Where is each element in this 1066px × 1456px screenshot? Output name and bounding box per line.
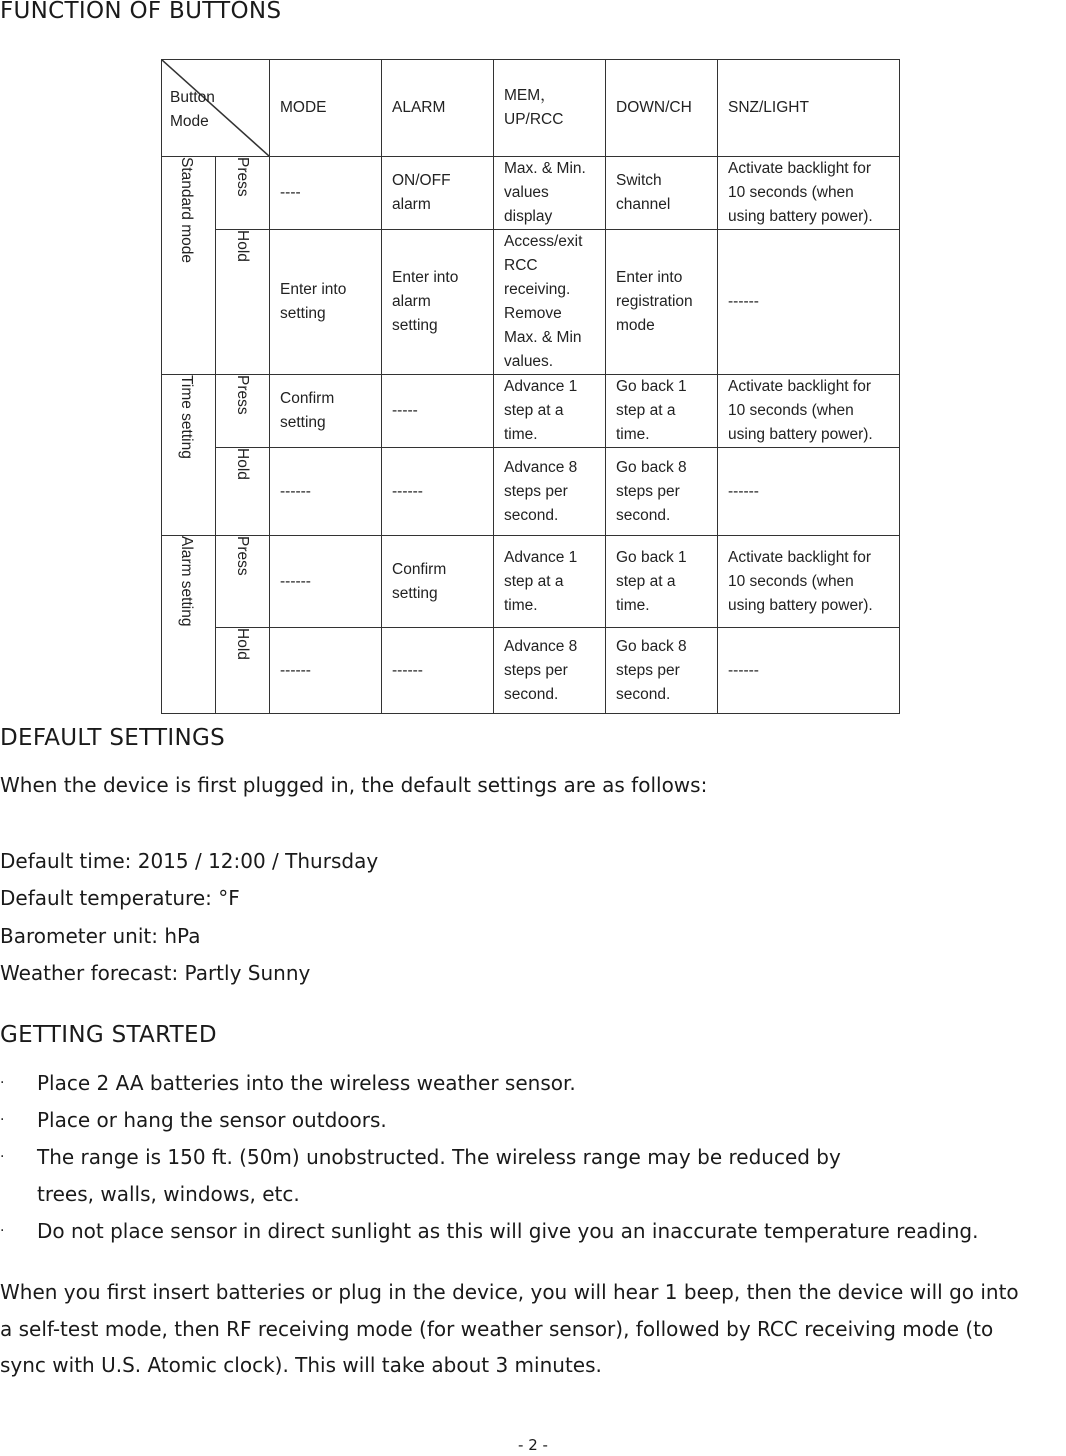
column-header-label: ALARM [392,99,446,116]
table-row [162,628,900,714]
table-cell: ---- [270,157,382,230]
defaults-intro: When the device is first plugged in, the default settings are as follows: [0,773,708,797]
button-mode-corner-cell [162,60,270,157]
table-cell: Go back 1 step at a time. [606,536,718,628]
table-cell: Enter into setting [270,230,382,375]
getting-started-list [0,1065,978,1250]
mode-group-label: Time setting [178,375,195,459]
barometer-unit: Barometer unit: hPa [0,924,201,948]
list-item-text: Place or hang the sensor outdoors. [37,1108,387,1132]
table-cell: ------ [270,628,382,714]
table-row [162,157,900,230]
bullet-marker: · [0,1075,5,1091]
table-cell: Advance 8 steps per second. [494,628,606,714]
table-cell: Activate backlight for 10 seconds (when using battery power). [718,375,900,448]
column-header [606,60,718,157]
list-item [0,1139,978,1213]
action-cell [216,536,270,628]
column-header-label: MEM， UP/RCC [504,87,564,128]
startup-paragraph-line: a self-test mode, then RF receiving mode (for weather sensor), followed by RCC receiving mode (to [0,1317,994,1341]
startup-paragraph-line: sync with U.S. Atomic clock). This will take about 3 minutes. [0,1353,602,1377]
page-number: - 2 - [518,1436,548,1454]
table-cell: Enter into registration mode [606,230,718,375]
action-cell [216,628,270,714]
startup-paragraph-line: When you first insert batteries or plug in the device, you will hear 1 beep, then the device will go into [0,1280,1019,1304]
mode-group-label: Standard mode [178,157,195,263]
action-label: Press [234,157,251,197]
action-cell [216,375,270,448]
table-cell: Go back 8 steps per second. [606,628,718,714]
table-cell: ON/OFF alarm [382,157,494,230]
table-cell: ------ [270,536,382,628]
list-item-text: Do not place sensor in direct sunlight as this will give you an inaccurate temperature reading. [37,1219,979,1243]
table-row [162,448,900,536]
default-settings-heading: DEFAULT SETTINGS [0,725,225,751]
corner-label-mode: Mode [170,113,209,130]
action-label: Hold [234,448,251,480]
list-item-text: Place 2 AA batteries into the wireless weather sensor. [37,1071,576,1095]
column-header [270,60,382,157]
table-cell: ----- [382,375,494,448]
table-cell: Activate backlight for 10 seconds (when using battery power). [718,157,900,230]
mode-group-cell [162,536,216,714]
table-cell: Max. & Min. values display [494,157,606,230]
mode-group-label: Alarm setting [178,536,195,627]
table-cell: Enter into alarm setting [382,230,494,375]
table-cell: ------ [718,230,900,375]
table-cell: ------ [270,448,382,536]
weather-forecast: Weather forecast: Partly Sunny [0,961,311,985]
table-cell: Advance 1 step at a time. [494,375,606,448]
table-row [162,230,900,375]
table-cell: Go back 1 step at a time. [606,375,718,448]
action-label: Hold [234,628,251,660]
table-header-row [162,60,900,157]
button-function-table [161,59,900,714]
table-cell: ------ [718,448,900,536]
table-cell: ------ [382,628,494,714]
table-cell: Activate backlight for 10 seconds (when using battery power). [718,536,900,628]
list-item [0,1065,978,1102]
action-cell [216,230,270,375]
action-label: Hold [234,230,251,262]
corner-label-button: Button [170,89,215,106]
column-header [494,60,606,157]
column-header-label: DOWN/CH [616,99,692,116]
mode-group-cell [162,157,216,375]
list-item [0,1213,978,1250]
getting-started-heading: GETTING STARTED [0,1022,217,1048]
action-cell [216,157,270,230]
action-cell [216,448,270,536]
default-temperature: Default temperature: °F [0,886,240,910]
table-row [162,375,900,448]
bullet-marker: · [0,1149,5,1165]
action-label: Press [234,536,251,576]
column-header [382,60,494,157]
action-label: Press [234,375,251,415]
bullet-marker: · [0,1223,5,1239]
table-cell: ------ [382,448,494,536]
default-time: Default time: 2015 / 12:00 / Thursday [0,849,379,873]
list-item [0,1102,978,1139]
table-cell: Confirm setting [382,536,494,628]
table-cell: ------ [718,628,900,714]
table-cell: Access/exit RCC receiving. Remove Max. & Min values. [494,230,606,375]
function-of-buttons-heading: FUNCTION OF BUTTONS [0,0,282,24]
mode-group-cell [162,375,216,536]
table-cell: Advance 1 step at a time. [494,536,606,628]
table-cell: Confirm setting [270,375,382,448]
bullet-marker: · [0,1112,5,1128]
table-cell: Advance 8 steps per second. [494,448,606,536]
table-row [162,536,900,628]
column-header-label: SNZ/LIGHT [728,99,809,116]
table-cell: Switch channel [606,157,718,230]
list-item-text: The range is 150 ft. (50m) unobstructed. The wireless range may be reduced by [37,1145,841,1169]
list-item-text-continued: trees, walls, windows, etc. [37,1182,300,1206]
column-header [718,60,900,157]
column-header-label: MODE [280,99,327,116]
table-cell: Go back 8 steps per second. [606,448,718,536]
